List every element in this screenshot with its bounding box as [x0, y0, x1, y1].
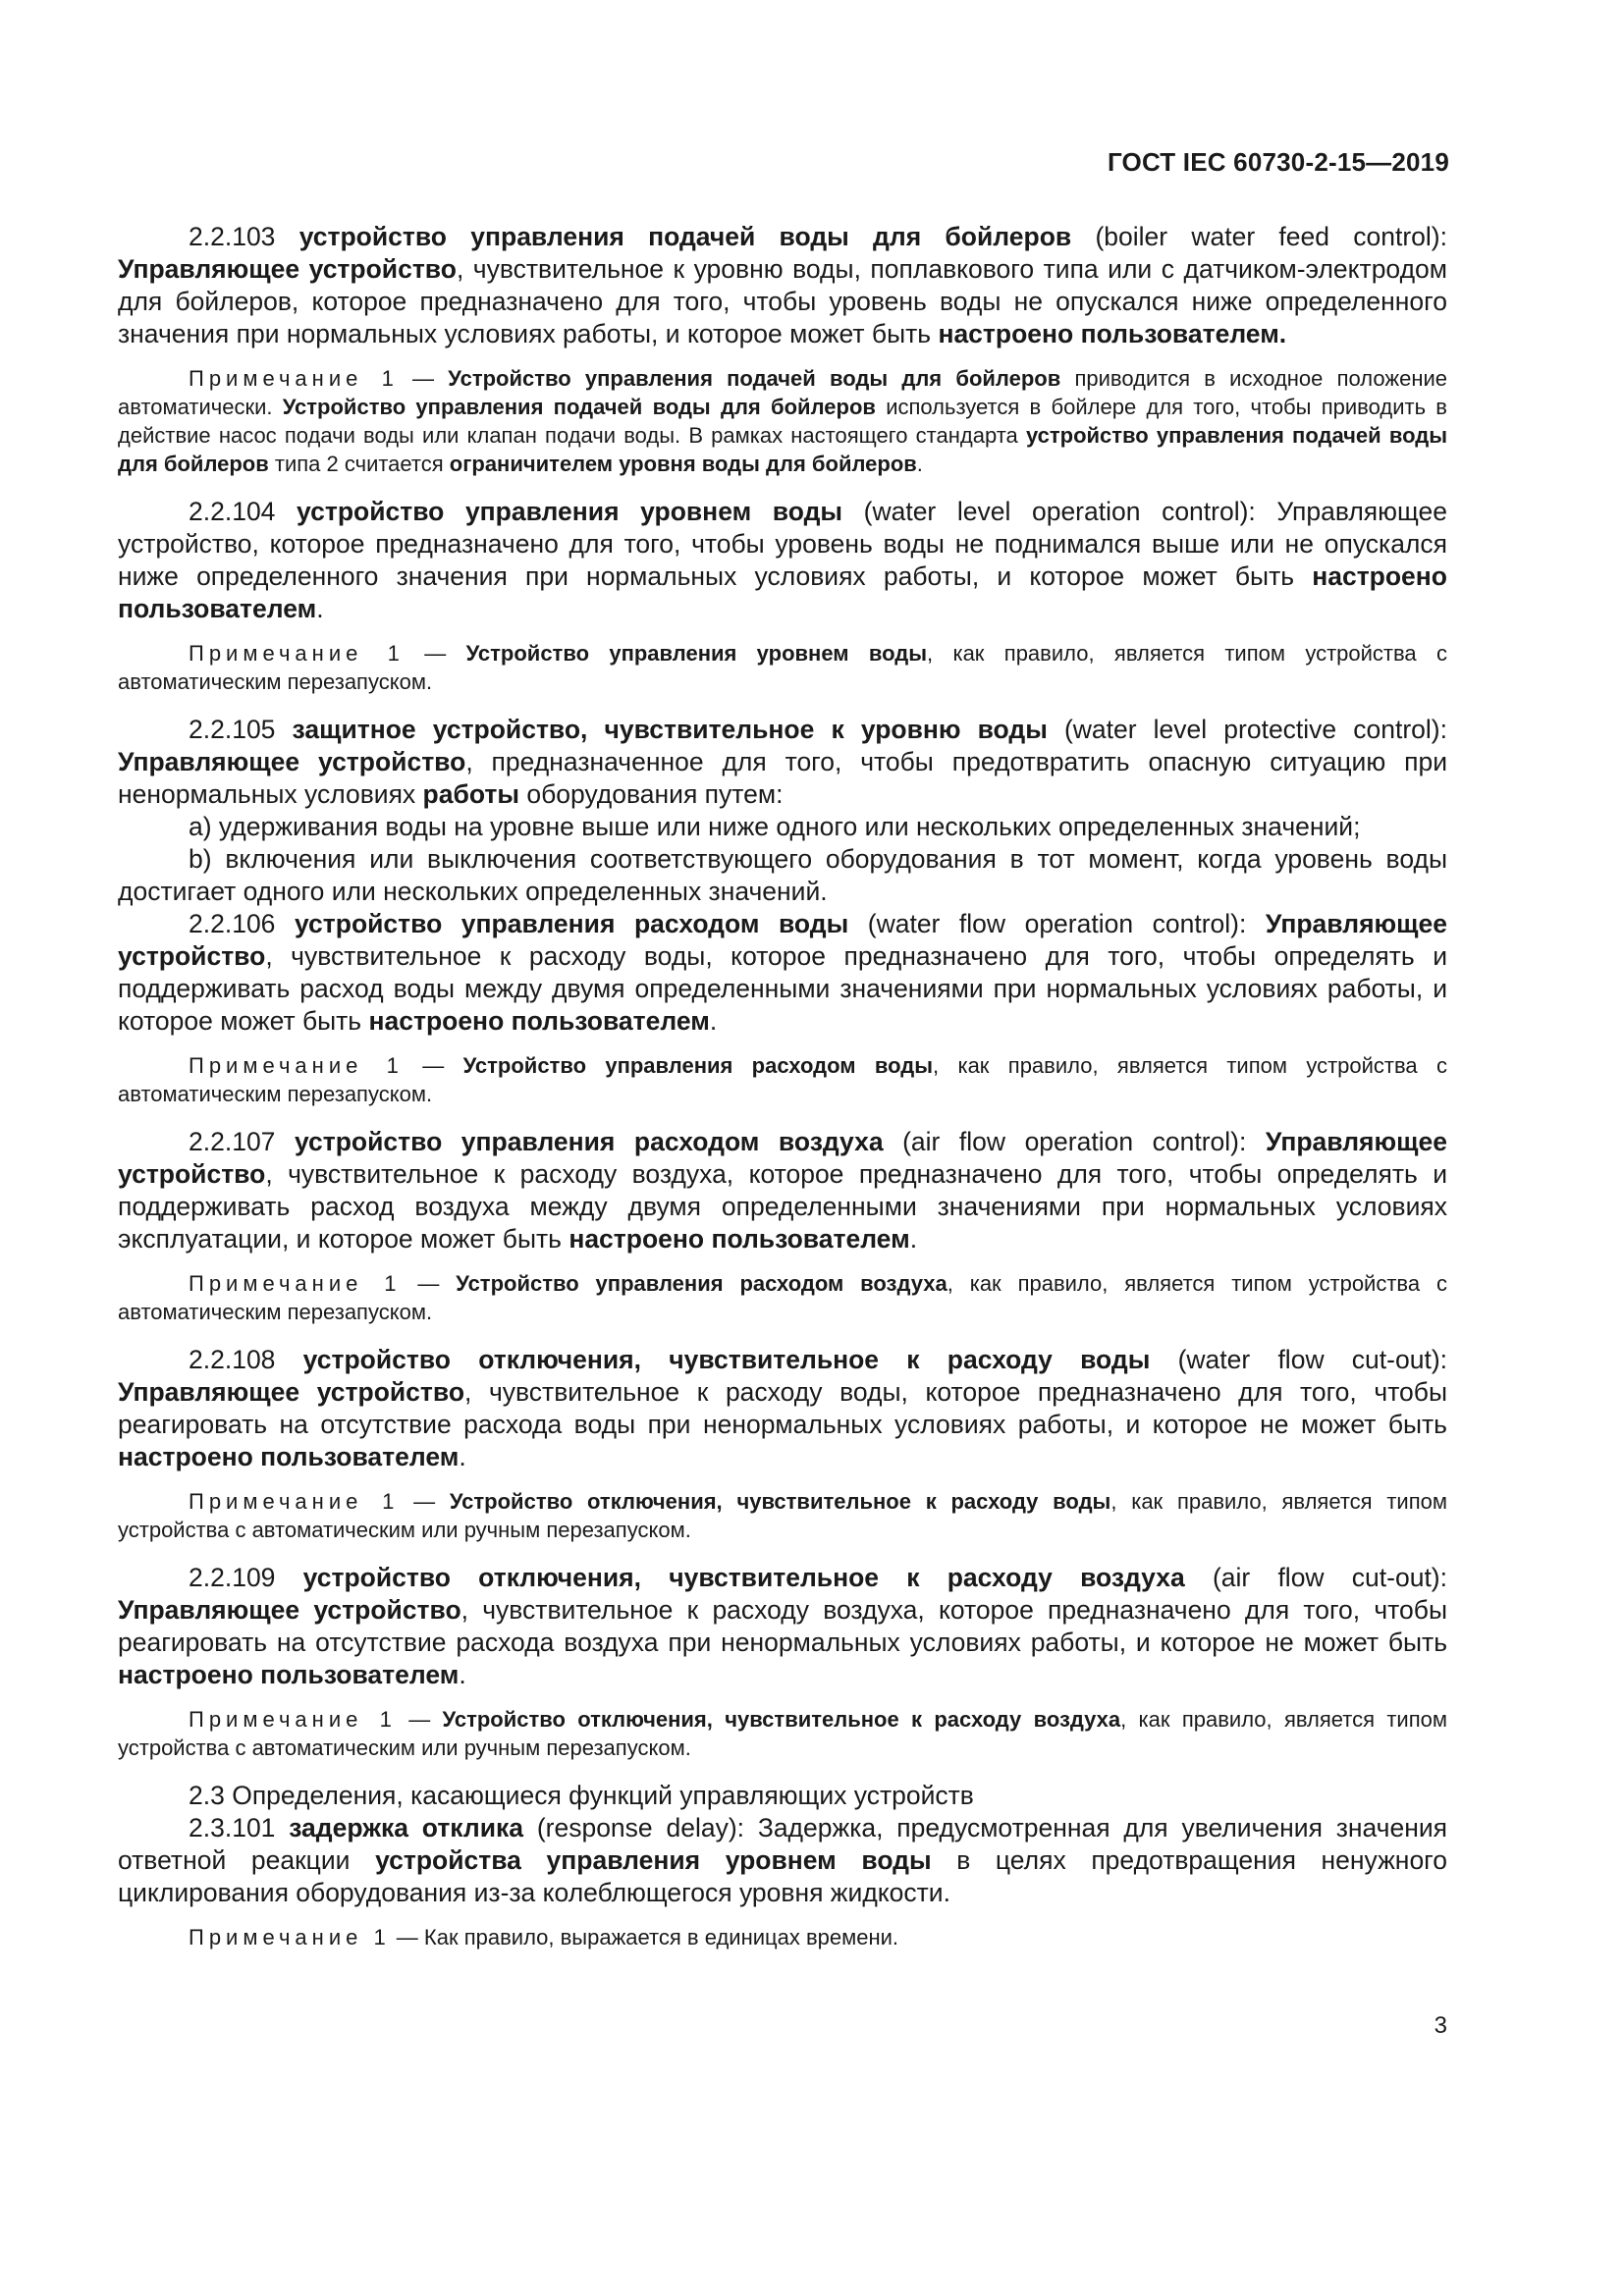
bold-term: Устройство управления подачей воды для бойлеров	[282, 395, 876, 419]
text-run: , как правило, является типом устройства с автоматическим или ручным перезапуском.	[118, 1707, 1447, 1760]
bold-term: настроено пользователем	[368, 1006, 710, 1036]
text-run: 2.2.106	[189, 909, 295, 938]
definition-paragraph	[118, 221, 1447, 350]
bold-term: Устройство управления расходом воды	[462, 1053, 934, 1078]
text-run: , чувствительное к уровню воды, поплавкового типа или с датчиком-электродом для бойлеров, которое предназначено для того, чтобы уровень воды не опускался ниже определенного значения при нормальных условиях работы, и которое может быть	[118, 254, 1448, 348]
bold-term: Управляющее устройство	[118, 1595, 461, 1625]
bold-term: настроено пользователем.	[938, 319, 1287, 348]
bold-term: задержка отклика	[289, 1813, 524, 1842]
text-run: (water flow operation control):	[848, 909, 1266, 938]
bold-term: настроено пользователем	[118, 1660, 460, 1689]
bold-term: устройство отключения, чувствительное к расходу воды	[302, 1345, 1151, 1374]
note: Примечание 1 — Устройство отключения, чувствительное к расходу воды, как правило, является типом устройства с автоматическим или ручным перезапуском.	[118, 1489, 1447, 1542]
bold-term: ограничителем уровня воды для бойлеров	[449, 452, 917, 476]
text-run: 2.2.104	[189, 497, 298, 526]
list-item	[118, 843, 1447, 908]
text-run: , как правило, является типом устройства с автоматическим перезапуском.	[118, 1053, 1448, 1106]
bold-term: Устройство отключения, чувствительное к расходу воздуха	[442, 1707, 1121, 1732]
bold-term: Устройство управления расходом воздуха	[456, 1271, 947, 1296]
text-run: .	[459, 1442, 466, 1471]
definition-paragraph	[118, 1562, 1447, 1691]
bold-term: Управляющее устройство	[118, 747, 466, 776]
text-run: используется в бойлере для того, чтобы приводить в действие насос подачи воды или клапан подачи воды. В рамках настоящего стандарта	[118, 395, 1447, 448]
text-run: .	[916, 452, 923, 476]
text-run: .	[709, 1006, 718, 1036]
text-run: , как правило, является типом устройства с автоматическим перезапуском.	[118, 1271, 1447, 1324]
text-run: 2.3.101	[189, 1813, 290, 1842]
text-run: типа 2 считается	[268, 452, 450, 476]
text-run: , как правило, является типом устройства с автоматическим или ручным перезапуском.	[118, 1489, 1447, 1542]
text-run: оборудования путем:	[518, 779, 784, 809]
text-run: , чувствительное к расходу воздуха, которое предназначено для того, чтобы реагировать на отсутствие расхода воздуха при ненормальных условиях работы, и которое не может быть	[118, 1595, 1447, 1657]
bold-term: работы	[422, 779, 519, 809]
document-body	[118, 221, 1447, 1969]
bold-term: Устройство управления уровнем воды	[465, 641, 928, 666]
note-label: Примечание 1	[189, 641, 405, 666]
text-run: b) включения или выключения соответствующего оборудования в тот момент, когда уровень воды достигает одного или нескольких определенных значений.	[118, 844, 1447, 906]
bold-term: настроено пользователем	[118, 1442, 460, 1471]
text-run: (water flow cut-out):	[1150, 1345, 1448, 1374]
note: Примечание 1 — Устройство управления расходом воздуха, как правило, является типом устройства с автоматическим перезапуском.	[118, 1271, 1447, 1324]
bold-term: устройство управления расходом воздуха	[294, 1127, 884, 1156]
text-run: , предназначенное для того, чтобы предотвратить опасную ситуацию при ненормальных условиях	[118, 747, 1447, 809]
text-run: (boiler water feed control):	[1071, 222, 1447, 251]
text-run: Как правило, выражается в единицах времени.	[423, 1925, 899, 1949]
bold-term: настроено пользователем	[118, 561, 1447, 623]
bold-term: устройство отключения, чувствительное к расходу воздуха	[302, 1563, 1185, 1592]
text-run: 2.3 Определения, касающиеся функций управляющих устройств	[189, 1781, 974, 1810]
text-run: .	[909, 1224, 918, 1254]
note-label: Примечание 1	[189, 1707, 397, 1732]
text-run: приводится в исходное положение автоматически.	[118, 366, 1447, 419]
bold-term: устройство управления уровнем воды	[297, 497, 843, 526]
note-label: Примечание 1	[189, 1271, 402, 1296]
note: Примечание 1 — Устройство управления уровнем воды, как правило, является типом устройства с автоматическим перезапуском.	[118, 641, 1447, 694]
text-run: , чувствительное к расходу воздуха, которое предназначено для того, чтобы определять и поддерживать расход воздуха между двумя определенными значениями при нормальных условиях эксплуатации, и которое может быть	[118, 1159, 1447, 1254]
bold-term: Управляющее устройство	[118, 254, 457, 284]
bold-term: устройство управления подачей воды для бойлеров	[118, 423, 1447, 476]
text-run: в целях предотвращения ненужного циклирования оборудования из-за колеблющегося уровня жидкости.	[118, 1845, 1448, 1907]
definition-paragraph	[118, 1126, 1447, 1255]
bold-term: защитное устройство, чувствительное к уровню воды	[292, 715, 1048, 744]
note-label: Примечание 1	[189, 1489, 400, 1514]
text-run: .	[316, 594, 324, 623]
bold-term: Устройство управления подачей воды для бойлеров	[448, 366, 1061, 391]
definition-paragraph	[118, 908, 1447, 1038]
note: Примечание 1 — Устройство управления расходом воды, как правило, является типом устройства с автоматическим перезапуском.	[118, 1053, 1448, 1106]
text-run: 2.2.109	[189, 1563, 303, 1592]
text-run: (response delay): Задержка, предусмотренная для увеличения значения ответной реакции	[118, 1813, 1448, 1875]
bold-term: Управляющее устройство	[118, 1377, 465, 1407]
text-run: (air flow operation control):	[883, 1127, 1266, 1156]
text-run: 2.2.107	[189, 1127, 295, 1156]
bold-term: устройство управления расходом воды	[294, 909, 849, 938]
page-number: 3	[1434, 2012, 1447, 2039]
note: Примечание 1 — Устройство отключения, чувствительное к расходу воздуха, как правило, является типом устройства с автоматическим или ручным перезапуском.	[118, 1707, 1447, 1760]
note-label: Примечание 1	[189, 1053, 404, 1078]
page-header-standard-id: ГОСТ IEC 60730-2-15—2019	[1107, 147, 1449, 177]
text-run: (water level protective control):	[1047, 715, 1447, 744]
bold-term: устройство управления подачей воды для бойлеров	[298, 222, 1072, 251]
definition-paragraph	[118, 496, 1447, 625]
text-run: 2.2.105	[189, 715, 293, 744]
text-run: 2.2.103	[189, 222, 299, 251]
bold-term: Управляющее устройство	[118, 1127, 1447, 1189]
definition-paragraph	[118, 1344, 1447, 1473]
text-run: (air flow cut-out):	[1184, 1563, 1447, 1592]
text-run: , чувствительное к расходу воды, которое предназначено для того, чтобы определять и поддерживать расход воды между двумя определенными значениями при нормальных условиях работы, и которое может быть	[118, 941, 1447, 1036]
text-run: , чувствительное к расходу воды, которое предназначено для того, чтобы реагировать на отсутствие расхода воды при ненормальных условиях работы, и которое не может быть	[118, 1377, 1447, 1439]
note: Примечание 1 — Устройство управления подачей воды для бойлеров приводится в исходное положение автоматически. Устройство управления подачей воды для бойлеров используется в бойлере для того, чтобы приводить в действие насос подачи воды или клапан подачи воды. В рамках настоящего стандарта устройство управления подачей воды для бойлеров типа 2 считается ограничителем уровня воды для бойлеров.	[118, 366, 1447, 476]
bold-term: настроено пользователем	[568, 1224, 910, 1254]
text-run: a) удерживания воды на уровне выше или ниже одного или нескольких определенных значений;	[189, 812, 1361, 841]
definition-paragraph	[118, 1812, 1447, 1909]
note: Примечание 1 — Как правило, выражается в единицах времени.	[189, 1925, 899, 1949]
note-label: Примечание 1	[189, 1925, 391, 1949]
text-run: , как правило, является типом устройства с автоматическим перезапуском.	[118, 641, 1447, 694]
bold-term: устройства управления уровнем воды	[375, 1845, 932, 1875]
text-run: .	[459, 1660, 466, 1689]
text-run: 2.2.108	[189, 1345, 303, 1374]
bold-term: Управляющее устройство	[118, 909, 1448, 971]
text-run: (water level operation control): Управляющее устройство, которое предназначено для того, чтобы уровень воды не поднимался выше или не опускался ниже определенного значения при нормальных условиях работы, и которое может быть	[118, 497, 1448, 591]
list-item	[118, 811, 1447, 843]
bold-term: Устройство отключения, чувствительное к расходу воды	[449, 1489, 1111, 1514]
note-label: Примечание 1	[189, 366, 399, 391]
definition-paragraph	[118, 1780, 1447, 1812]
definition-paragraph	[118, 714, 1447, 811]
